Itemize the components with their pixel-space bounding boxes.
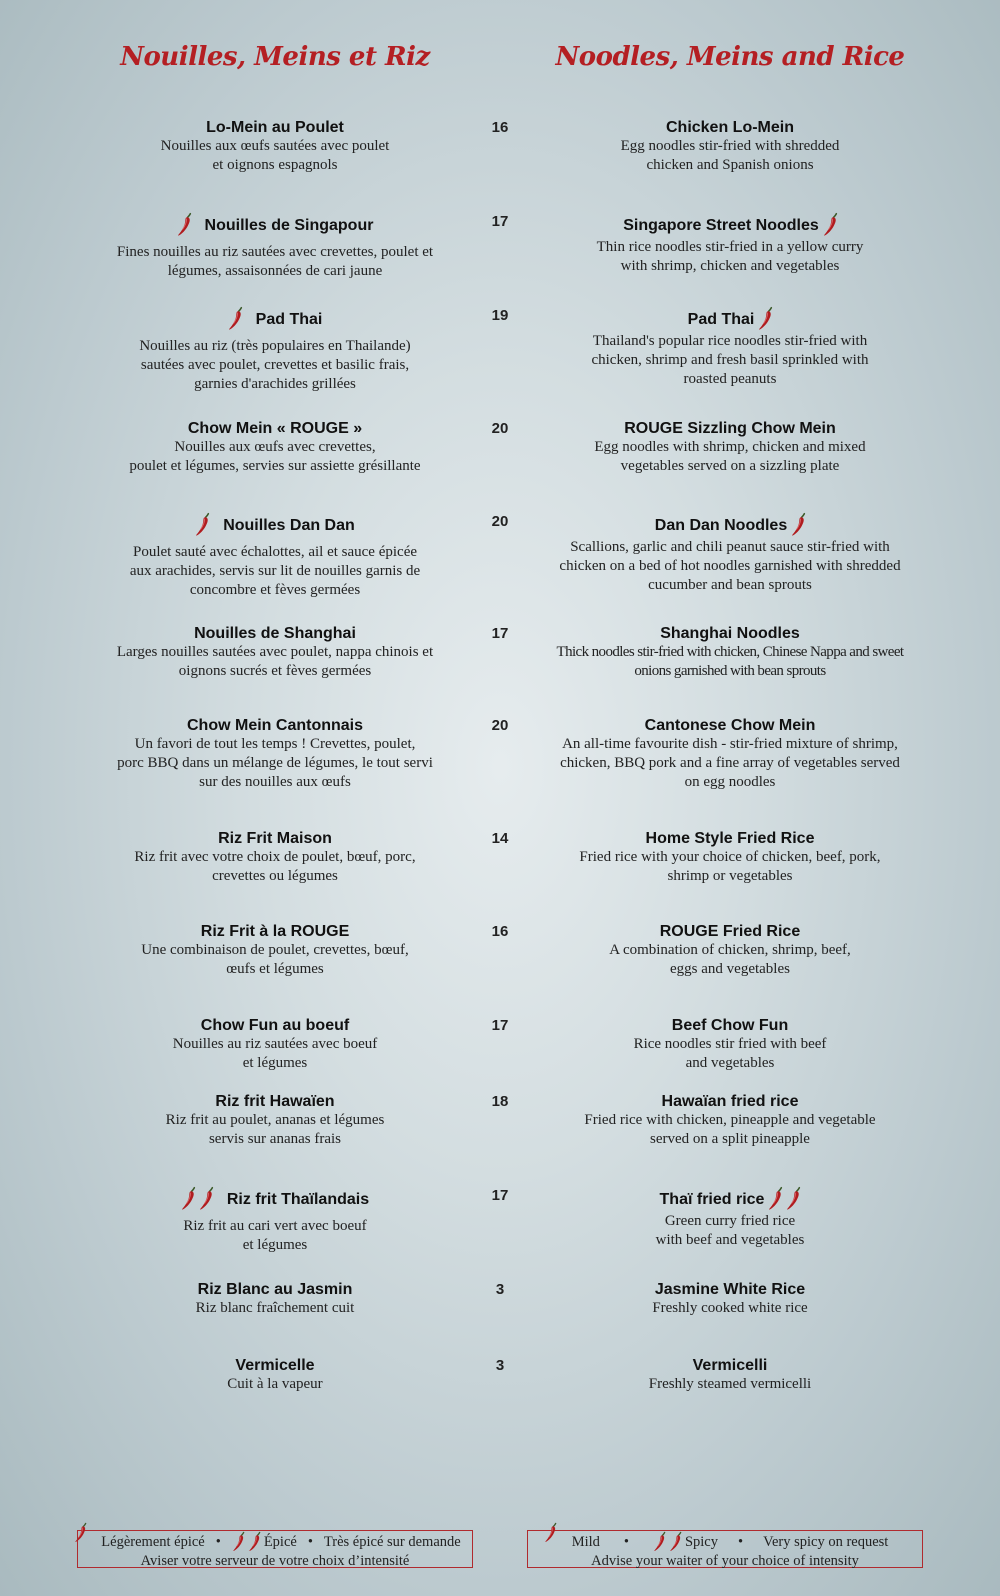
chili-pepper-icon xyxy=(195,512,209,538)
dish-price: 17 xyxy=(491,1017,509,1034)
chili-pepper-icon xyxy=(544,1522,556,1544)
dish-name: Riz Frit Maison xyxy=(218,830,332,847)
dish-name: Vermicelli xyxy=(692,1357,768,1374)
legend-mild-label: Légèrement épicé xyxy=(101,1533,205,1550)
chili-pepper-icon xyxy=(177,212,191,238)
chili-pepper-icon xyxy=(181,1186,195,1212)
legend-mild-label: Mild xyxy=(571,1533,600,1550)
menu-item-en xyxy=(500,1092,960,1149)
legend-very-spicy-label: Très épicé sur demande xyxy=(323,1533,461,1550)
dish-name: Pad Thai xyxy=(228,306,323,332)
dish-description: Cuit à la vapeur xyxy=(227,1376,323,1392)
dish-description: Riz frit au cari vert avec boeuf et légumes xyxy=(183,1218,367,1253)
dish-name: Beef Chow Fun xyxy=(671,1017,789,1034)
chili-pepper-icon xyxy=(786,1186,800,1212)
legend-very-spicy-label: Very spicy on request xyxy=(763,1533,889,1550)
legend-spicy-label: Spicy xyxy=(684,1533,718,1550)
dish-name: Home Style Fried Rice xyxy=(645,830,815,847)
legend-separator: • xyxy=(307,1533,313,1550)
dish-description: Thin rice noodles stir-fried in a yellow curry with shrimp, chicken and vegetables xyxy=(596,239,864,274)
dish-name: Jasmine White Rice xyxy=(654,1281,806,1298)
dish-description: Egg noodles with shrimp, chicken and mixed vegetables served on a sizzling plate xyxy=(594,439,866,474)
menu-item-en xyxy=(500,512,960,595)
dish-description: Riz frit au poulet, ananas et légumes servis sur ananas frais xyxy=(165,1112,385,1147)
legend-spicy-label: Épicé xyxy=(263,1533,297,1550)
dish-name: ROUGE Sizzling Chow Mein xyxy=(624,420,836,437)
dish-description: Scallions, garlic and chili peanut sauce stir-fried with chicken on a bed of hot noodles garnished with shredded cucumber and bean sprouts xyxy=(559,539,901,593)
legend-note: Advise your waiter of your choice of intensity xyxy=(591,1553,859,1569)
dish-name: Singapore Street Noodles xyxy=(623,212,837,238)
dish-price: 18 xyxy=(491,1093,509,1110)
heading-english: Noodles, Meins and Rice xyxy=(555,42,905,72)
menu-item-en xyxy=(500,922,960,979)
menu-item-en xyxy=(500,306,960,389)
dish-description: Riz frit avec votre choix de poulet, bœuf, porc, crevettes ou légumes xyxy=(134,849,416,884)
dish-name: Nouilles de Shanghai xyxy=(194,625,356,642)
dish-description: Nouilles au riz (très populaires en Thailande) sautées avec poulet, crevettes et basilic frais, garnies d'arachides grillées xyxy=(139,338,411,392)
legend-separator: • xyxy=(215,1533,221,1550)
dish-description: Egg noodles stir-fried with shredded chicken and Spanish onions xyxy=(620,138,840,173)
dish-description: Larges nouilles sautées avec poulet, nappa chinois et oignons sucrés et fèves germées xyxy=(116,644,434,679)
dish-price: 19 xyxy=(491,307,509,324)
menu-item-fr xyxy=(45,306,505,394)
dish-name: Cantonese Chow Mein xyxy=(644,717,816,734)
menu-item-en xyxy=(500,1186,960,1250)
dish-name: Chow Fun au boeuf xyxy=(200,1017,350,1034)
legend-separator: • xyxy=(623,1533,629,1550)
menu-item-en xyxy=(500,624,960,681)
menu-item-fr xyxy=(45,1092,505,1149)
dish-description: Freshly cooked white rice xyxy=(652,1300,808,1316)
dish-name: Riz Blanc au Jasmin xyxy=(197,1281,353,1298)
dish-name: Lo-Mein au Poulet xyxy=(206,119,344,136)
menu-item-fr xyxy=(45,922,505,979)
menu-item-fr xyxy=(45,829,505,886)
chili-pepper-icon xyxy=(248,1531,260,1553)
chili-pepper-icon xyxy=(74,1522,86,1544)
dish-price: 16 xyxy=(491,119,509,136)
dish-description: Green curry fried rice with beef and vegetables xyxy=(655,1213,805,1248)
dish-description: Poulet sauté avec échalottes, ail et sauce épicée aux arachides, servis sur lit de nouilles garnis de concombre et fèves germées xyxy=(129,544,421,598)
dish-price: 17 xyxy=(491,213,509,230)
menu-item-fr xyxy=(45,716,505,792)
dish-price: 20 xyxy=(491,513,509,530)
chili-pepper-icon xyxy=(758,306,772,332)
dish-name: Nouilles Dan Dan xyxy=(195,512,355,538)
legend-note: Aviser votre serveur de votre choix d’intensité xyxy=(140,1553,410,1569)
chili-pepper-icon xyxy=(823,212,837,238)
legend-french xyxy=(77,1530,473,1568)
menu-item-fr xyxy=(45,1016,505,1073)
dish-name: Chow Mein « ROUGE » xyxy=(187,420,363,437)
dish-name: Hawaïan fried rice xyxy=(661,1093,799,1110)
menu-item-en xyxy=(500,1356,960,1394)
menu-item-fr xyxy=(45,624,505,681)
dish-description: An all-time favourite dish - stir-fried mixture of shrimp, chicken, BBQ pork and a fine array of vegetables served on egg noodles xyxy=(560,736,900,790)
dish-description: A combination of chicken, shrimp, beef, eggs and vegetables xyxy=(609,942,851,977)
dish-price: 3 xyxy=(495,1281,505,1298)
menu-item-fr xyxy=(45,212,505,281)
menu-item-en xyxy=(500,716,960,792)
dish-name: Riz frit Thaïlandais xyxy=(181,1186,369,1212)
heading-french: Nouilles, Meins et Riz xyxy=(120,42,430,72)
dish-description: Fried rice with chicken, pineapple and vegetable served on a split pineapple xyxy=(584,1112,876,1147)
legend-separator: • xyxy=(738,1533,744,1550)
dish-description: Freshly steamed vermicelli xyxy=(648,1376,812,1392)
dish-description: Rice noodles stir fried with beef and vegetables xyxy=(633,1036,827,1071)
dish-price: 17 xyxy=(491,625,509,642)
dish-name: Chicken Lo-Mein xyxy=(665,119,794,136)
dish-name: Dan Dan Noodles xyxy=(655,512,805,538)
legend-english xyxy=(527,1530,923,1568)
dish-description: Riz blanc fraîchement cuit xyxy=(195,1300,355,1316)
chili-pepper-icon xyxy=(669,1531,681,1553)
dish-description: Nouilles au riz sautées avec boeuf et légumes xyxy=(172,1036,378,1071)
menu-item-en xyxy=(500,1280,960,1318)
dish-name: Vermicelle xyxy=(235,1357,315,1374)
dish-name: Chow Mein Cantonnais xyxy=(187,717,363,734)
menu-item-en xyxy=(500,829,960,886)
menu-item-fr xyxy=(45,1186,505,1255)
chili-pepper-icon xyxy=(653,1531,665,1553)
dish-price: 16 xyxy=(491,923,509,940)
dish-name: Riz frit Hawaïen xyxy=(215,1093,335,1110)
chili-pepper-icon xyxy=(199,1186,213,1212)
menu-item-fr xyxy=(45,118,505,175)
dish-price: 3 xyxy=(495,1357,505,1374)
dish-price: 20 xyxy=(491,420,509,437)
dish-name: Nouilles de Singapour xyxy=(177,212,374,238)
dish-description: Fines nouilles au riz sautées avec crevettes, poulet et légumes, assaisonnées de cari jaune xyxy=(116,244,434,279)
menu-item-en xyxy=(500,1016,960,1073)
chili-pepper-icon xyxy=(228,306,242,332)
menu-item-en xyxy=(500,212,960,276)
dish-description: Thailand's popular rice noodles stir-fried with chicken, shrimp and fresh basil sprinkled with roasted peanuts xyxy=(591,333,869,387)
menu-item-fr xyxy=(45,1280,505,1318)
dish-price: 14 xyxy=(491,830,509,847)
dish-price: 20 xyxy=(491,717,509,734)
dish-description: Nouilles aux œufs avec crevettes, poulet et légumes, servies sur assiette grésillante xyxy=(129,439,421,474)
menu-item-fr xyxy=(45,419,505,476)
menu-item-en xyxy=(500,118,960,175)
dish-description: Nouilles aux œufs sautées avec poulet et oignons espagnols xyxy=(160,138,390,173)
dish-description: Un favori de tout les temps ! Crevettes, poulet, porc BBQ dans un mélange de légumes, le tout servi sur des nouilles aux œufs xyxy=(117,736,433,790)
dish-description: Fried rice with your choice of chicken, beef, pork, shrimp or vegetables xyxy=(579,849,881,884)
dish-description: Thick noodles stir-fried with chicken, Chinese Nappa and sweet onions garnished with bean sprouts xyxy=(556,644,904,679)
chili-pepper-icon xyxy=(791,512,805,538)
dish-name: ROUGE Fried Rice xyxy=(659,923,801,940)
dish-name: Riz Frit à la ROUGE xyxy=(200,923,350,940)
dish-name: Thaï fried rice xyxy=(660,1186,801,1212)
menu-item-fr xyxy=(45,1356,505,1394)
chili-pepper-icon xyxy=(232,1531,244,1553)
menu-item-en xyxy=(500,419,960,476)
dish-description: Une combinaison de poulet, crevettes, bœuf, œufs et légumes xyxy=(141,942,409,977)
menu-item-fr xyxy=(45,512,505,600)
dish-price: 17 xyxy=(491,1187,509,1204)
dish-name: Shanghai Noodles xyxy=(660,625,800,642)
dish-name: Pad Thai xyxy=(688,306,773,332)
chili-pepper-icon xyxy=(768,1186,782,1212)
